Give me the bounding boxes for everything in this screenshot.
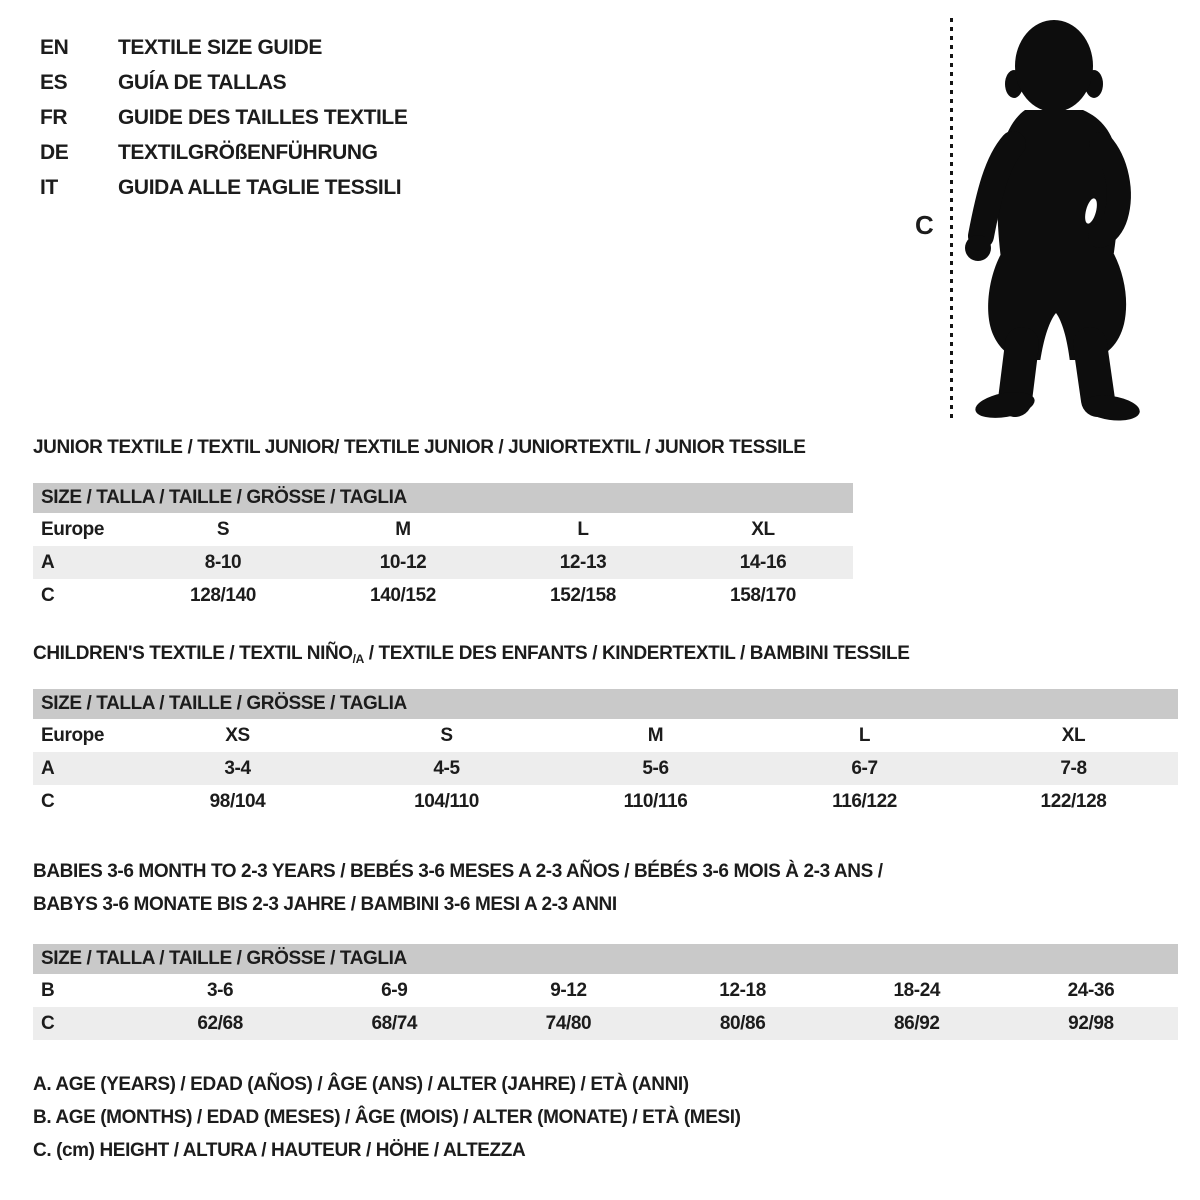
children-title-post: / TEXTILE DES ENFANTS / KINDERTEXTIL / BAMBINI TESSILE bbox=[363, 643, 910, 664]
junior-section-title: JUNIOR TEXTILE / TEXTIL JUNIOR/ TEXTILE JUNIOR / JUNIORTEXTIL / JUNIOR TESSILE bbox=[33, 437, 806, 458]
height-measure-label: C bbox=[915, 210, 934, 240]
row-label-a: A bbox=[41, 551, 55, 573]
height-cell: 98/104 bbox=[209, 790, 266, 812]
height-cell: 62/68 bbox=[197, 1012, 243, 1034]
size-header-label: SIZE / TALLA / TAILLE / GRÖSSE / TAGLIA bbox=[41, 487, 407, 508]
guide-title-de: TEXTILGRÖßENFÜHRUNG bbox=[118, 140, 378, 164]
size-cell: XS bbox=[225, 724, 250, 746]
height-cell: 80/86 bbox=[719, 1012, 766, 1034]
row-label-b: B bbox=[41, 979, 55, 1001]
months-cell: 3-6 bbox=[206, 979, 234, 1001]
tables-content bbox=[33, 437, 1178, 1167]
age-cell: 4-5 bbox=[433, 757, 460, 779]
silhouette-hand-left bbox=[965, 235, 991, 261]
height-cell: 140/152 bbox=[370, 584, 436, 606]
height-cell: 86/92 bbox=[894, 1012, 940, 1034]
months-cell: 9-12 bbox=[550, 979, 587, 1001]
months-cell: 24-36 bbox=[1067, 979, 1115, 1001]
guide-title-es: GUÍA DE TALLAS bbox=[118, 70, 287, 94]
silhouette-leg-left bbox=[1015, 344, 1022, 400]
babies-section-title bbox=[33, 855, 1178, 921]
size-cell: M bbox=[395, 518, 411, 540]
table-row-age bbox=[33, 546, 853, 579]
children-section-title bbox=[33, 643, 1178, 666]
row-label-c: C bbox=[41, 584, 55, 606]
silhouette-head bbox=[1015, 20, 1093, 112]
height-cell: 152/158 bbox=[550, 584, 616, 606]
guide-title-it: GUIDA ALLE TAGLIE TESSILI bbox=[118, 175, 402, 199]
age-cell: 7-8 bbox=[1060, 757, 1087, 779]
height-cell: 128/140 bbox=[190, 584, 256, 606]
language-title-list bbox=[40, 30, 407, 205]
guide-title-en: TEXTILE SIZE GUIDE bbox=[118, 35, 322, 59]
height-measure-figure bbox=[905, 14, 1185, 428]
size-cell: L bbox=[577, 518, 589, 540]
height-cell: 68/74 bbox=[371, 1012, 418, 1034]
height-cell: 110/116 bbox=[623, 790, 688, 812]
age-cell: 14-16 bbox=[739, 551, 787, 573]
months-cell: 6-9 bbox=[381, 979, 408, 1001]
size-header-label: SIZE / TALLA / TAILLE / GRÖSSE / TAGLIA bbox=[41, 948, 407, 969]
babies-title-line2: BABYS 3-6 MONATE BIS 2-3 JAHRE / BAMBINI 3-6 MESI A 2-3 ANNI bbox=[33, 894, 617, 915]
height-cell: 122/128 bbox=[1040, 790, 1107, 812]
size-header-bar bbox=[33, 689, 1178, 719]
size-cell: XL bbox=[1061, 724, 1086, 746]
size-cell: L bbox=[858, 724, 871, 746]
language-code-de: DE bbox=[40, 140, 69, 164]
language-row-es bbox=[40, 65, 407, 100]
size-cell: XL bbox=[751, 518, 775, 540]
months-cell: 18-24 bbox=[893, 979, 941, 1001]
row-label-c: C bbox=[41, 1012, 55, 1034]
legend-line-c: C. (cm) HEIGHT / ALTURA / HAUTEUR / HÖHE / ALTEZZA bbox=[33, 1140, 526, 1161]
table-row-age bbox=[33, 752, 1178, 785]
babies-section bbox=[33, 855, 1178, 1040]
language-code-en: EN bbox=[40, 35, 69, 59]
children-title-subscript: /A bbox=[352, 652, 364, 666]
height-dashed-line bbox=[950, 18, 953, 422]
table-row-europe bbox=[33, 513, 853, 546]
table-row-europe bbox=[33, 719, 1178, 752]
language-row-de bbox=[40, 135, 407, 170]
size-header-bar bbox=[33, 944, 1178, 974]
size-header-label: SIZE / TALLA / TAILLE / GRÖSSE / TAGLIA bbox=[41, 693, 407, 714]
height-cell: 104/110 bbox=[414, 790, 479, 812]
size-header-bar bbox=[33, 483, 853, 513]
language-code-it: IT bbox=[40, 175, 58, 199]
height-cell: 158/170 bbox=[730, 584, 796, 606]
age-cell: 8-10 bbox=[204, 551, 242, 573]
table-row-height bbox=[33, 1007, 1178, 1040]
size-cell: S bbox=[216, 518, 230, 540]
language-code-es: ES bbox=[40, 70, 68, 94]
age-cell: 10-12 bbox=[379, 551, 427, 573]
height-cell: 92/98 bbox=[1068, 1012, 1114, 1034]
age-cell: 5-6 bbox=[642, 757, 669, 779]
table-row-months bbox=[33, 974, 1178, 1007]
size-cell: M bbox=[647, 724, 664, 746]
row-label-a: A bbox=[41, 757, 55, 779]
junior-size-table bbox=[33, 483, 853, 612]
junior-section bbox=[33, 437, 1178, 612]
language-code-fr: FR bbox=[40, 105, 68, 129]
height-cell: 74/80 bbox=[545, 1012, 592, 1034]
legend-line-a: A. AGE (YEARS) / EDAD (AÑOS) / ÂGE (ANS) / ALTER (JAHRE) / ETÀ (ANNI) bbox=[33, 1074, 689, 1095]
silhouette-leg-right bbox=[1090, 344, 1098, 400]
age-cell: 6-7 bbox=[851, 757, 878, 779]
row-label-c: C bbox=[41, 790, 55, 812]
babies-title-line1: BABIES 3-6 MONTH TO 2-3 YEARS / BEBÉS 3-6 MESES A 2-3 AÑOS / BÉBÉS 3-6 MOIS À 2-3 ANS / bbox=[33, 861, 883, 882]
height-cell: 116/122 bbox=[832, 790, 897, 812]
guide-title-fr: GUIDE DES TAILLES TEXTILE bbox=[118, 105, 408, 129]
babies-size-table bbox=[33, 944, 1178, 1040]
table-row-height bbox=[33, 579, 853, 612]
months-cell: 12-18 bbox=[719, 979, 766, 1001]
row-label-europe: Europe bbox=[41, 518, 105, 540]
row-label-europe: Europe bbox=[41, 724, 105, 746]
size-cell: S bbox=[440, 724, 453, 746]
language-row-en bbox=[40, 30, 407, 65]
legend bbox=[33, 1068, 1178, 1167]
age-cell: 3-4 bbox=[224, 757, 251, 779]
children-title-pre: CHILDREN'S TEXTILE / TEXTIL NIÑO bbox=[33, 643, 353, 664]
toddler-silhouette bbox=[963, 14, 1153, 422]
language-row-it bbox=[40, 170, 407, 205]
table-row-height bbox=[33, 785, 1178, 818]
language-row-fr bbox=[40, 100, 407, 135]
children-section bbox=[33, 643, 1178, 818]
legend-line-b: B. AGE (MONTHS) / EDAD (MESES) / ÂGE (MOIS) / ALTER (MONATE) / ETÀ (MESI) bbox=[33, 1107, 741, 1128]
age-cell: 12-13 bbox=[559, 551, 607, 573]
children-size-table bbox=[33, 689, 1178, 818]
